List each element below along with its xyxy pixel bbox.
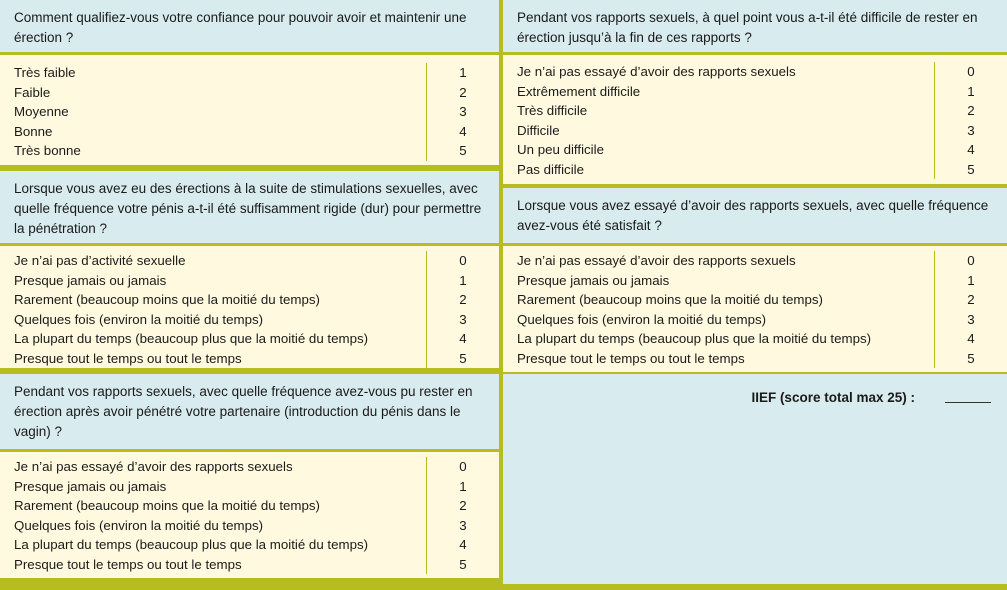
- question-4-text: Pendant vos rapports sexuels, à quel point vous a-t-il été difficile de rester en érection jusqu’à la fin de ces rapports ?: [503, 0, 1007, 52]
- option-score: 2: [426, 83, 499, 103]
- option-row[interactable]: [503, 160, 1007, 180]
- option-row[interactable]: [503, 101, 1007, 121]
- option-label: Rarement (beaucoup moins que la moitié du temps): [517, 292, 823, 308]
- option-row[interactable]: [503, 290, 1007, 310]
- option-score: 3: [426, 310, 499, 330]
- option-label: La plupart du temps (beaucoup plus que la moitié du temps): [517, 331, 872, 347]
- question-4: [503, 0, 1007, 184]
- option-label: La plupart du temps (beaucoup plus que la moitié du temps): [14, 537, 369, 553]
- option-score: 2: [426, 496, 499, 516]
- option-row[interactable]: [0, 349, 499, 369]
- option-label: Un peu difficile: [517, 142, 604, 158]
- question-1: [0, 0, 499, 165]
- question-1-options: [0, 55, 499, 165]
- option-score: 1: [934, 271, 1007, 291]
- question-5: [503, 188, 1007, 372]
- option-row[interactable]: [0, 329, 499, 349]
- option-score: 5: [426, 349, 499, 369]
- option-row[interactable]: [0, 63, 499, 83]
- total-score-label: IIEF (score total max 25) :: [751, 390, 915, 405]
- option-score: 5: [426, 141, 499, 161]
- option-row[interactable]: [0, 102, 499, 122]
- option-row[interactable]: [0, 555, 499, 575]
- question-3: [0, 374, 499, 578]
- option-label: Extrêmement difficile: [517, 83, 641, 99]
- option-label: La plupart du temps (beaucoup plus que la moitié du temps): [14, 331, 369, 347]
- option-label: Bonne: [14, 123, 53, 139]
- total-score-panel: [503, 374, 1007, 584]
- option-score: 4: [426, 122, 499, 142]
- question-5-text: Lorsque vous avez essayé d’avoir des rapports sexuels, avec quelle fréquence avez-vous été satisfait ?: [503, 188, 1007, 243]
- option-row[interactable]: [0, 535, 499, 555]
- option-row[interactable]: [0, 290, 499, 310]
- question-2-options: [0, 246, 499, 368]
- option-score: 3: [934, 121, 1007, 141]
- option-label: Je n’ai pas essayé d’avoir des rapports sexuels: [517, 64, 796, 80]
- option-row[interactable]: [0, 122, 499, 142]
- option-row[interactable]: [503, 251, 1007, 271]
- option-score: 4: [426, 329, 499, 349]
- option-score: 0: [426, 251, 499, 271]
- option-label: Presque jamais ou jamais: [517, 272, 670, 288]
- option-row[interactable]: [0, 457, 499, 477]
- option-label: Quelques fois (environ la moitié du temps): [14, 311, 264, 327]
- option-label: Très bonne: [14, 143, 81, 159]
- option-label: Difficile: [517, 122, 560, 138]
- option-label: Moyenne: [14, 104, 69, 120]
- option-score: 2: [426, 290, 499, 310]
- option-label: Presque tout le temps ou tout le temps: [14, 350, 242, 366]
- option-label: Presque jamais ou jamais: [14, 478, 167, 494]
- option-row[interactable]: [0, 141, 499, 161]
- question-5-options: [503, 246, 1007, 372]
- question-3-text: Pendant vos rapports sexuels, avec quelle fréquence avez-vous pu rester en érection après avoir pénétré votre partenaire (introduction du pénis dans le vagin) ?: [0, 374, 499, 449]
- question-4-options: [503, 55, 1007, 184]
- option-label: Quelques fois (environ la moitié du temps): [14, 517, 264, 533]
- option-label: Quelques fois (environ la moitié du temps): [517, 311, 767, 327]
- option-score: 5: [426, 555, 499, 575]
- option-score: 2: [934, 290, 1007, 310]
- option-row[interactable]: [503, 271, 1007, 291]
- question-3-options: [0, 452, 499, 578]
- option-label: Faible: [14, 84, 51, 100]
- option-label: Je n’ai pas essayé d’avoir des rapports sexuels: [14, 459, 293, 475]
- option-row[interactable]: [503, 140, 1007, 160]
- option-label: Presque jamais ou jamais: [14, 272, 167, 288]
- option-score: 5: [934, 160, 1007, 180]
- option-label: Presque tout le temps ou tout le temps: [517, 350, 745, 366]
- option-score: 0: [426, 457, 499, 477]
- option-score: 4: [934, 140, 1007, 160]
- option-score: 3: [426, 102, 499, 122]
- option-label: Pas difficile: [517, 161, 585, 177]
- option-score: 1: [426, 271, 499, 291]
- option-row[interactable]: [0, 251, 499, 271]
- option-row[interactable]: [0, 271, 499, 291]
- option-row[interactable]: [503, 329, 1007, 349]
- option-row[interactable]: [0, 310, 499, 330]
- option-label: Rarement (beaucoup moins que la moitié du temps): [14, 498, 320, 514]
- question-2: [0, 171, 499, 368]
- option-row[interactable]: [503, 310, 1007, 330]
- option-score: 1: [426, 63, 499, 83]
- option-label: Je n’ai pas essayé d’avoir des rapports sexuels: [517, 253, 796, 269]
- option-row[interactable]: [503, 82, 1007, 102]
- option-row[interactable]: [503, 121, 1007, 141]
- option-row[interactable]: [0, 477, 499, 497]
- option-score: 4: [934, 329, 1007, 349]
- option-score: 1: [934, 82, 1007, 102]
- option-score: 3: [426, 516, 499, 536]
- option-row[interactable]: [503, 349, 1007, 369]
- option-score: 3: [934, 310, 1007, 330]
- option-label: Rarement (beaucoup moins que la moitié du temps): [14, 292, 320, 308]
- option-score: 0: [934, 62, 1007, 82]
- total-score-blank[interactable]: [945, 402, 991, 403]
- option-row[interactable]: [503, 62, 1007, 82]
- option-score: 2: [934, 101, 1007, 121]
- option-row[interactable]: [0, 516, 499, 536]
- option-score: 1: [426, 477, 499, 497]
- option-label: Je n’ai pas d’activité sexuelle: [14, 253, 186, 269]
- option-score: 4: [426, 535, 499, 555]
- question-2-text: Lorsque vous avez eu des érections à la suite de stimulations sexuelles, avec quelle fréquence votre pénis a-t-il été suffisamment rigide (dur) pour permettre la pénétration ?: [0, 171, 499, 243]
- option-label: Très difficile: [517, 103, 588, 119]
- question-1-text: Comment qualifiez-vous votre confiance pour pouvoir avoir et maintenir une érection ?: [0, 0, 499, 52]
- option-score: 0: [934, 251, 1007, 271]
- option-row[interactable]: [0, 496, 499, 516]
- option-row[interactable]: [0, 83, 499, 103]
- option-label: Très faible: [14, 65, 76, 81]
- option-score: 5: [934, 349, 1007, 369]
- option-label: Presque tout le temps ou tout le temps: [14, 556, 242, 572]
